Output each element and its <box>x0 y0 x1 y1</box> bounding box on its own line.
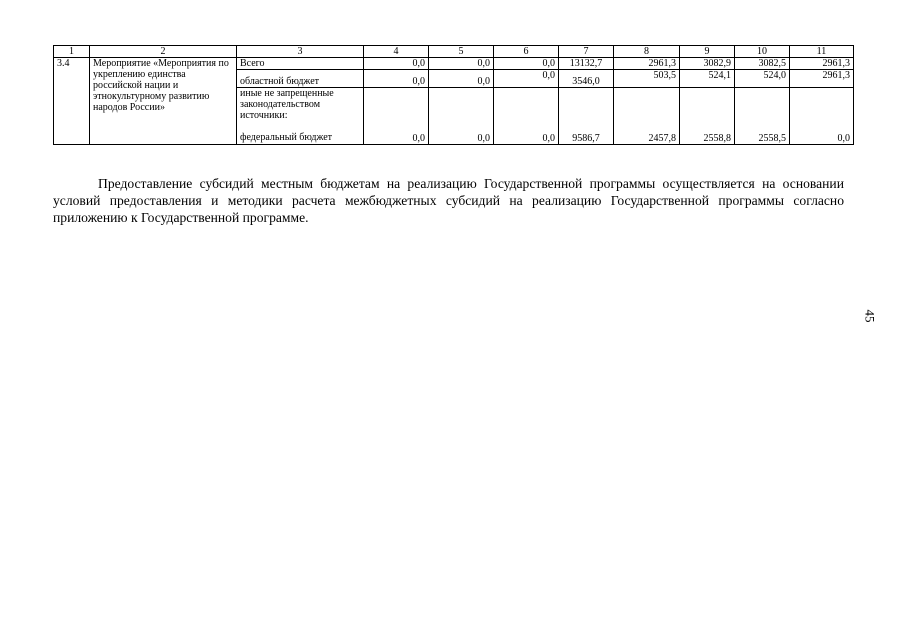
table-cell: 2961,3 <box>790 58 854 70</box>
table-header-row <box>54 46 854 58</box>
row-number: 3.4 <box>54 58 90 145</box>
column-header: 1 <box>54 46 90 58</box>
table-cell: 2558,5 <box>735 88 790 145</box>
column-header: 7 <box>559 46 614 58</box>
table-cell: 0,0 <box>494 58 559 70</box>
column-header: 5 <box>429 46 494 58</box>
table-cell: 3546,0 <box>559 70 614 88</box>
source-label: областной бюджет <box>237 70 364 88</box>
page-number: 45 <box>862 309 878 323</box>
table-cell: 524,1 <box>680 70 735 88</box>
paragraph <box>53 175 844 226</box>
column-header: 10 <box>735 46 790 58</box>
table-cell: 2558,8 <box>680 88 735 145</box>
column-header: 8 <box>614 46 680 58</box>
source-label: Всего <box>237 58 364 70</box>
table-cell: 0,0 <box>429 88 494 145</box>
column-header: 11 <box>790 46 854 58</box>
paragraph-text: Предоставление субсидий местным бюджетам на реализацию Государственной программы осуществляется на основании условий предоставления и методики расчета межбюджетных субсидий на реализацию Государственной программы согласно приложению к Государственной программе. <box>53 176 844 225</box>
column-header: 3 <box>237 46 364 58</box>
table-cell: 0,0 <box>494 70 559 88</box>
table-cell: 0,0 <box>790 88 854 145</box>
table-cell: 0,0 <box>364 88 429 145</box>
table-cell: 9586,7 <box>559 88 614 145</box>
table-cell: 0,0 <box>429 58 494 70</box>
table-cell: 524,0 <box>735 70 790 88</box>
source-label: иные не запрещенные законодательством источники: <box>237 88 364 132</box>
column-header: 6 <box>494 46 559 58</box>
column-header: 9 <box>680 46 735 58</box>
column-header: 4 <box>364 46 429 58</box>
table-cell: 2961,3 <box>790 70 854 88</box>
table-cell: 0,0 <box>429 70 494 88</box>
table-cell: 0,0 <box>364 58 429 70</box>
table-cell: 3082,5 <box>735 58 790 70</box>
table-cell: 13132,7 <box>559 58 614 70</box>
event-name: Мероприятие «Мероприятия по укреплению единства российской нации и этнокультурному развитию народов России» <box>90 58 237 145</box>
budget-table <box>53 45 854 145</box>
table-cell: 3082,9 <box>680 58 735 70</box>
table-cell: 0,0 <box>494 88 559 145</box>
table-cell: 0,0 <box>364 70 429 88</box>
table-cell: 2457,8 <box>614 88 680 145</box>
column-header: 2 <box>90 46 237 58</box>
table-row <box>54 58 854 70</box>
source-label: федеральный бюджет <box>237 132 364 145</box>
table-cell: 503,5 <box>614 70 680 88</box>
table-cell: 2961,3 <box>614 58 680 70</box>
